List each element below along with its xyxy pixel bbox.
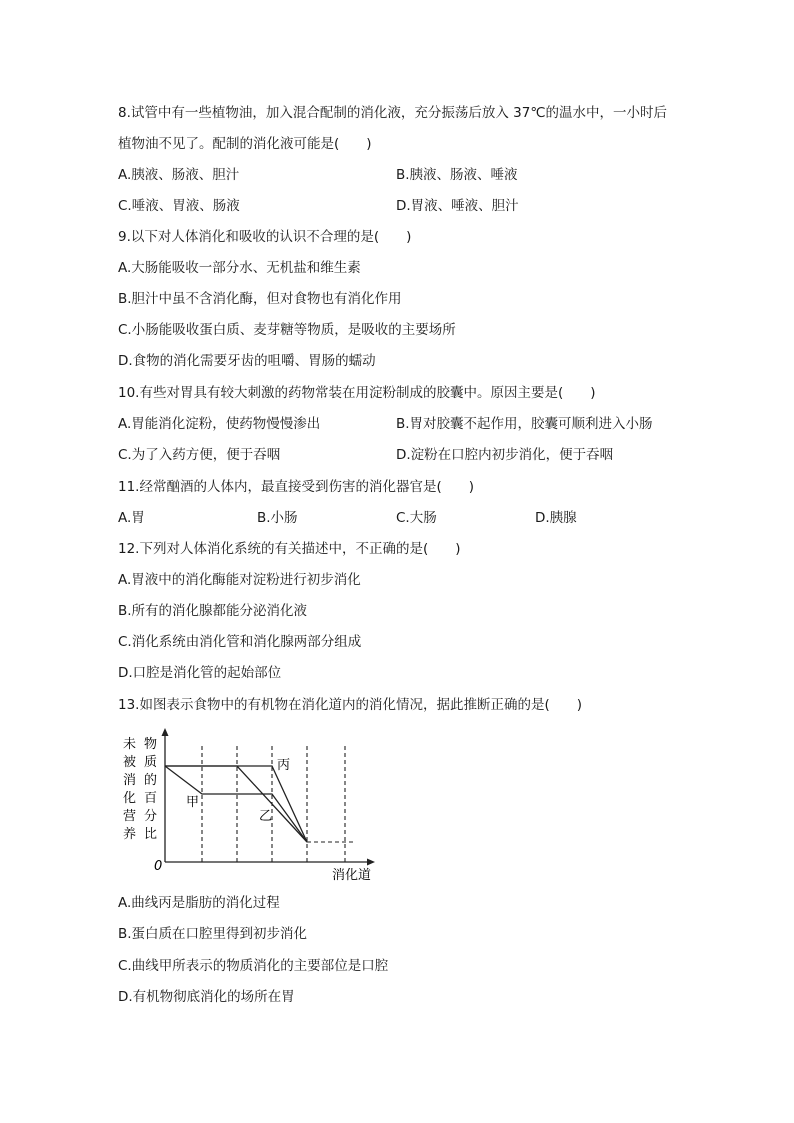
q13-stem: 13.如图表示食物中的有机物在消化道内的消化情况，据此推断正确的是( ) [118, 697, 583, 713]
q8-stem-line-2: 植物油不见了。配制的消化液可能是( ) [118, 136, 372, 152]
q12-option-a: A.胃液中的消化酶能对淀粉进行初步消化 [118, 572, 361, 588]
q8-option-a: A.胰液、肠液、胆汁 [118, 167, 240, 183]
q13-option-c: C.曲线甲所表示的物质消化的主要部位是口腔 [118, 958, 389, 974]
q11-stem: 11.经常酗酒的人体内，最直接受到伤害的消化器官是( ) [118, 479, 475, 495]
y-axis-label-col1 [123, 736, 136, 842]
label-jia: 甲 [186, 795, 200, 810]
q10-option-d: D.淀粉在口腔内初步消化，便于吞咽 [396, 447, 614, 463]
q8-stem-line-1: 8.试管中有一些植物油，加入混合配制的消化液，充分振荡后放入 37℃的温水中，一小时后 [118, 105, 668, 121]
q9-option-a: A.大肠能吸收一部分水、无机盐和维生素 [118, 260, 361, 276]
x-axis-label: 消化道 [332, 868, 372, 883]
q9-option-c: C.小肠能吸收蛋白质、麦芽糖等物质，是吸收的主要场所 [118, 322, 456, 338]
q11-option-d: D.胰腺 [535, 510, 577, 526]
svg-text:物质的百分比: 物质的百分比 [144, 737, 158, 842]
origin-label: 0 [154, 859, 163, 874]
q12-stem: 12.下列对人体消化系统的有关描述中，不正确的是( ) [118, 541, 461, 557]
q9-stem: 9.以下对人体消化和吸收的认识不合理的是( ) [118, 229, 412, 245]
q10-option-c: C.为了入药方便，便于吞咽 [118, 447, 281, 463]
q12-option-b: B.所有的消化腺都能分泌消化液 [118, 603, 308, 619]
digestion-figure [116, 728, 386, 884]
q11-option-a: A.胃 [118, 510, 145, 526]
label-yi: 乙 [259, 809, 273, 824]
q8-option-b: B.胰液、肠液、唾液 [396, 167, 518, 183]
q9-option-d: D.食物的消化需要牙齿的咀嚼、胃肠的蠕动 [118, 353, 376, 369]
label-bing: 丙 [277, 758, 291, 773]
q9-option-b: B.胆汁中虽不含消化酶，但对食物也有消化作用 [118, 291, 402, 307]
q11-option-c: C.大肠 [396, 510, 437, 526]
y-axis-arrow [162, 728, 169, 736]
q10-option-a: A.胃能消化淀粉，使药物慢慢渗出 [118, 416, 321, 432]
q13-option-b: B.蛋白质在口腔里得到初步消化 [118, 926, 308, 942]
q12-option-c: C.消化系统由消化管和消化腺两部分组成 [118, 634, 362, 650]
q13-option-a: A.曲线丙是脂肪的消化过程 [118, 895, 280, 911]
q10-option-b: B.胃对胶囊不起作用，胶囊可顺利进入小肠 [396, 416, 653, 432]
q11-option-b: B.小肠 [257, 510, 298, 526]
y-axis-label-col2 [144, 736, 157, 842]
svg-text:未被消化营养: 未被消化营养 [123, 737, 137, 842]
q13-option-d: D.有机物彻底消化的场所在胃 [118, 989, 295, 1005]
q8-option-d: D.胃液、唾液、胆汁 [396, 198, 519, 214]
q12-option-d: D.口腔是消化管的起始部位 [118, 665, 282, 681]
q10-stem: 10.有些对胃具有较大刺激的药物常装在用淀粉制成的胶囊中。原因主要是( ) [118, 385, 596, 401]
x-axis-arrow [367, 859, 375, 866]
q8-option-c: C.唾液、胃液、肠液 [118, 198, 240, 214]
